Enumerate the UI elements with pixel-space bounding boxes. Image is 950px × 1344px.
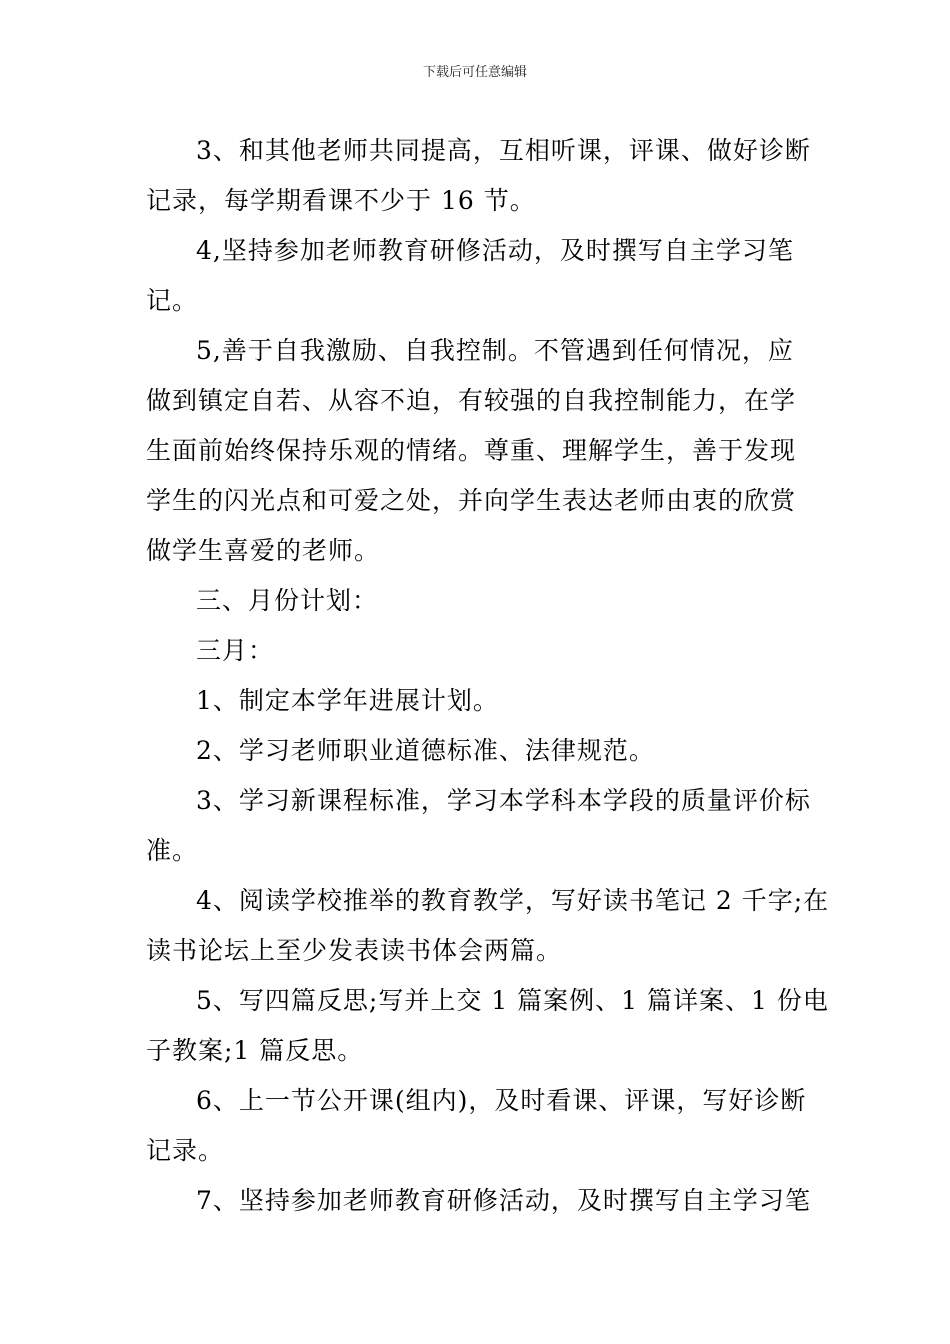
text-line: 4,坚持参加老师教育研修活动，及时撰写自主学习笔 bbox=[196, 236, 794, 265]
text-line: 做学生喜爱的老师。 bbox=[146, 536, 381, 565]
text-line: 记。 bbox=[146, 286, 199, 315]
section-heading: 三、月份计划： bbox=[196, 586, 379, 615]
text-line: 子教案;1 篇反思。 bbox=[146, 1036, 364, 1065]
subsection-heading: 三月： bbox=[196, 636, 275, 665]
text-line: 生面前始终保持乐观的情绪。尊重、理解学生，善于发现 bbox=[146, 436, 797, 465]
list-item: 4、阅读学校推举的教育教学，写好读书笔记 2 千字;在 bbox=[196, 886, 830, 915]
list-item: 5、写四篇反思;写并上交 1 篇案例、1 篇详案、1 份电 bbox=[196, 986, 829, 1015]
page-header: 下载后可任意编辑 bbox=[422, 65, 527, 80]
text-line: 读书论坛上至少发表读书体会两篇。 bbox=[146, 936, 563, 965]
text-line: 3、和其他老师共同提高，互相听课，评课、做好诊断 bbox=[196, 136, 811, 165]
list-item: 6、上一节公开课(组内)，及时看课、评课，写好诊断 bbox=[196, 1086, 807, 1115]
text-line: 准。 bbox=[146, 836, 199, 865]
list-item: 1、制定本学年进展计划。 bbox=[196, 686, 499, 715]
text-line: 做到镇定自若、从容不迫，有较强的自我控制能力，在学 bbox=[146, 386, 797, 415]
document-body bbox=[146, 126, 830, 1226]
list-item: 2、学习老师职业道德标准、法律规范。 bbox=[196, 736, 655, 765]
text-line: 5,善于自我激励、自我控制。不管遇到任何情况，应 bbox=[196, 336, 794, 365]
list-item: 7、坚持参加老师教育研修活动，及时撰写自主学习笔 bbox=[196, 1186, 811, 1215]
text-line: 学生的闪光点和可爱之处，并向学生表达老师由衷的欣赏 bbox=[146, 486, 797, 515]
text-line: 记录。 bbox=[146, 1136, 225, 1165]
text-line: 记录，每学期看课不少于 16 节。 bbox=[146, 186, 536, 215]
list-item: 3、学习新课程标准，学习本学科本学段的质量评价标 bbox=[196, 786, 811, 815]
